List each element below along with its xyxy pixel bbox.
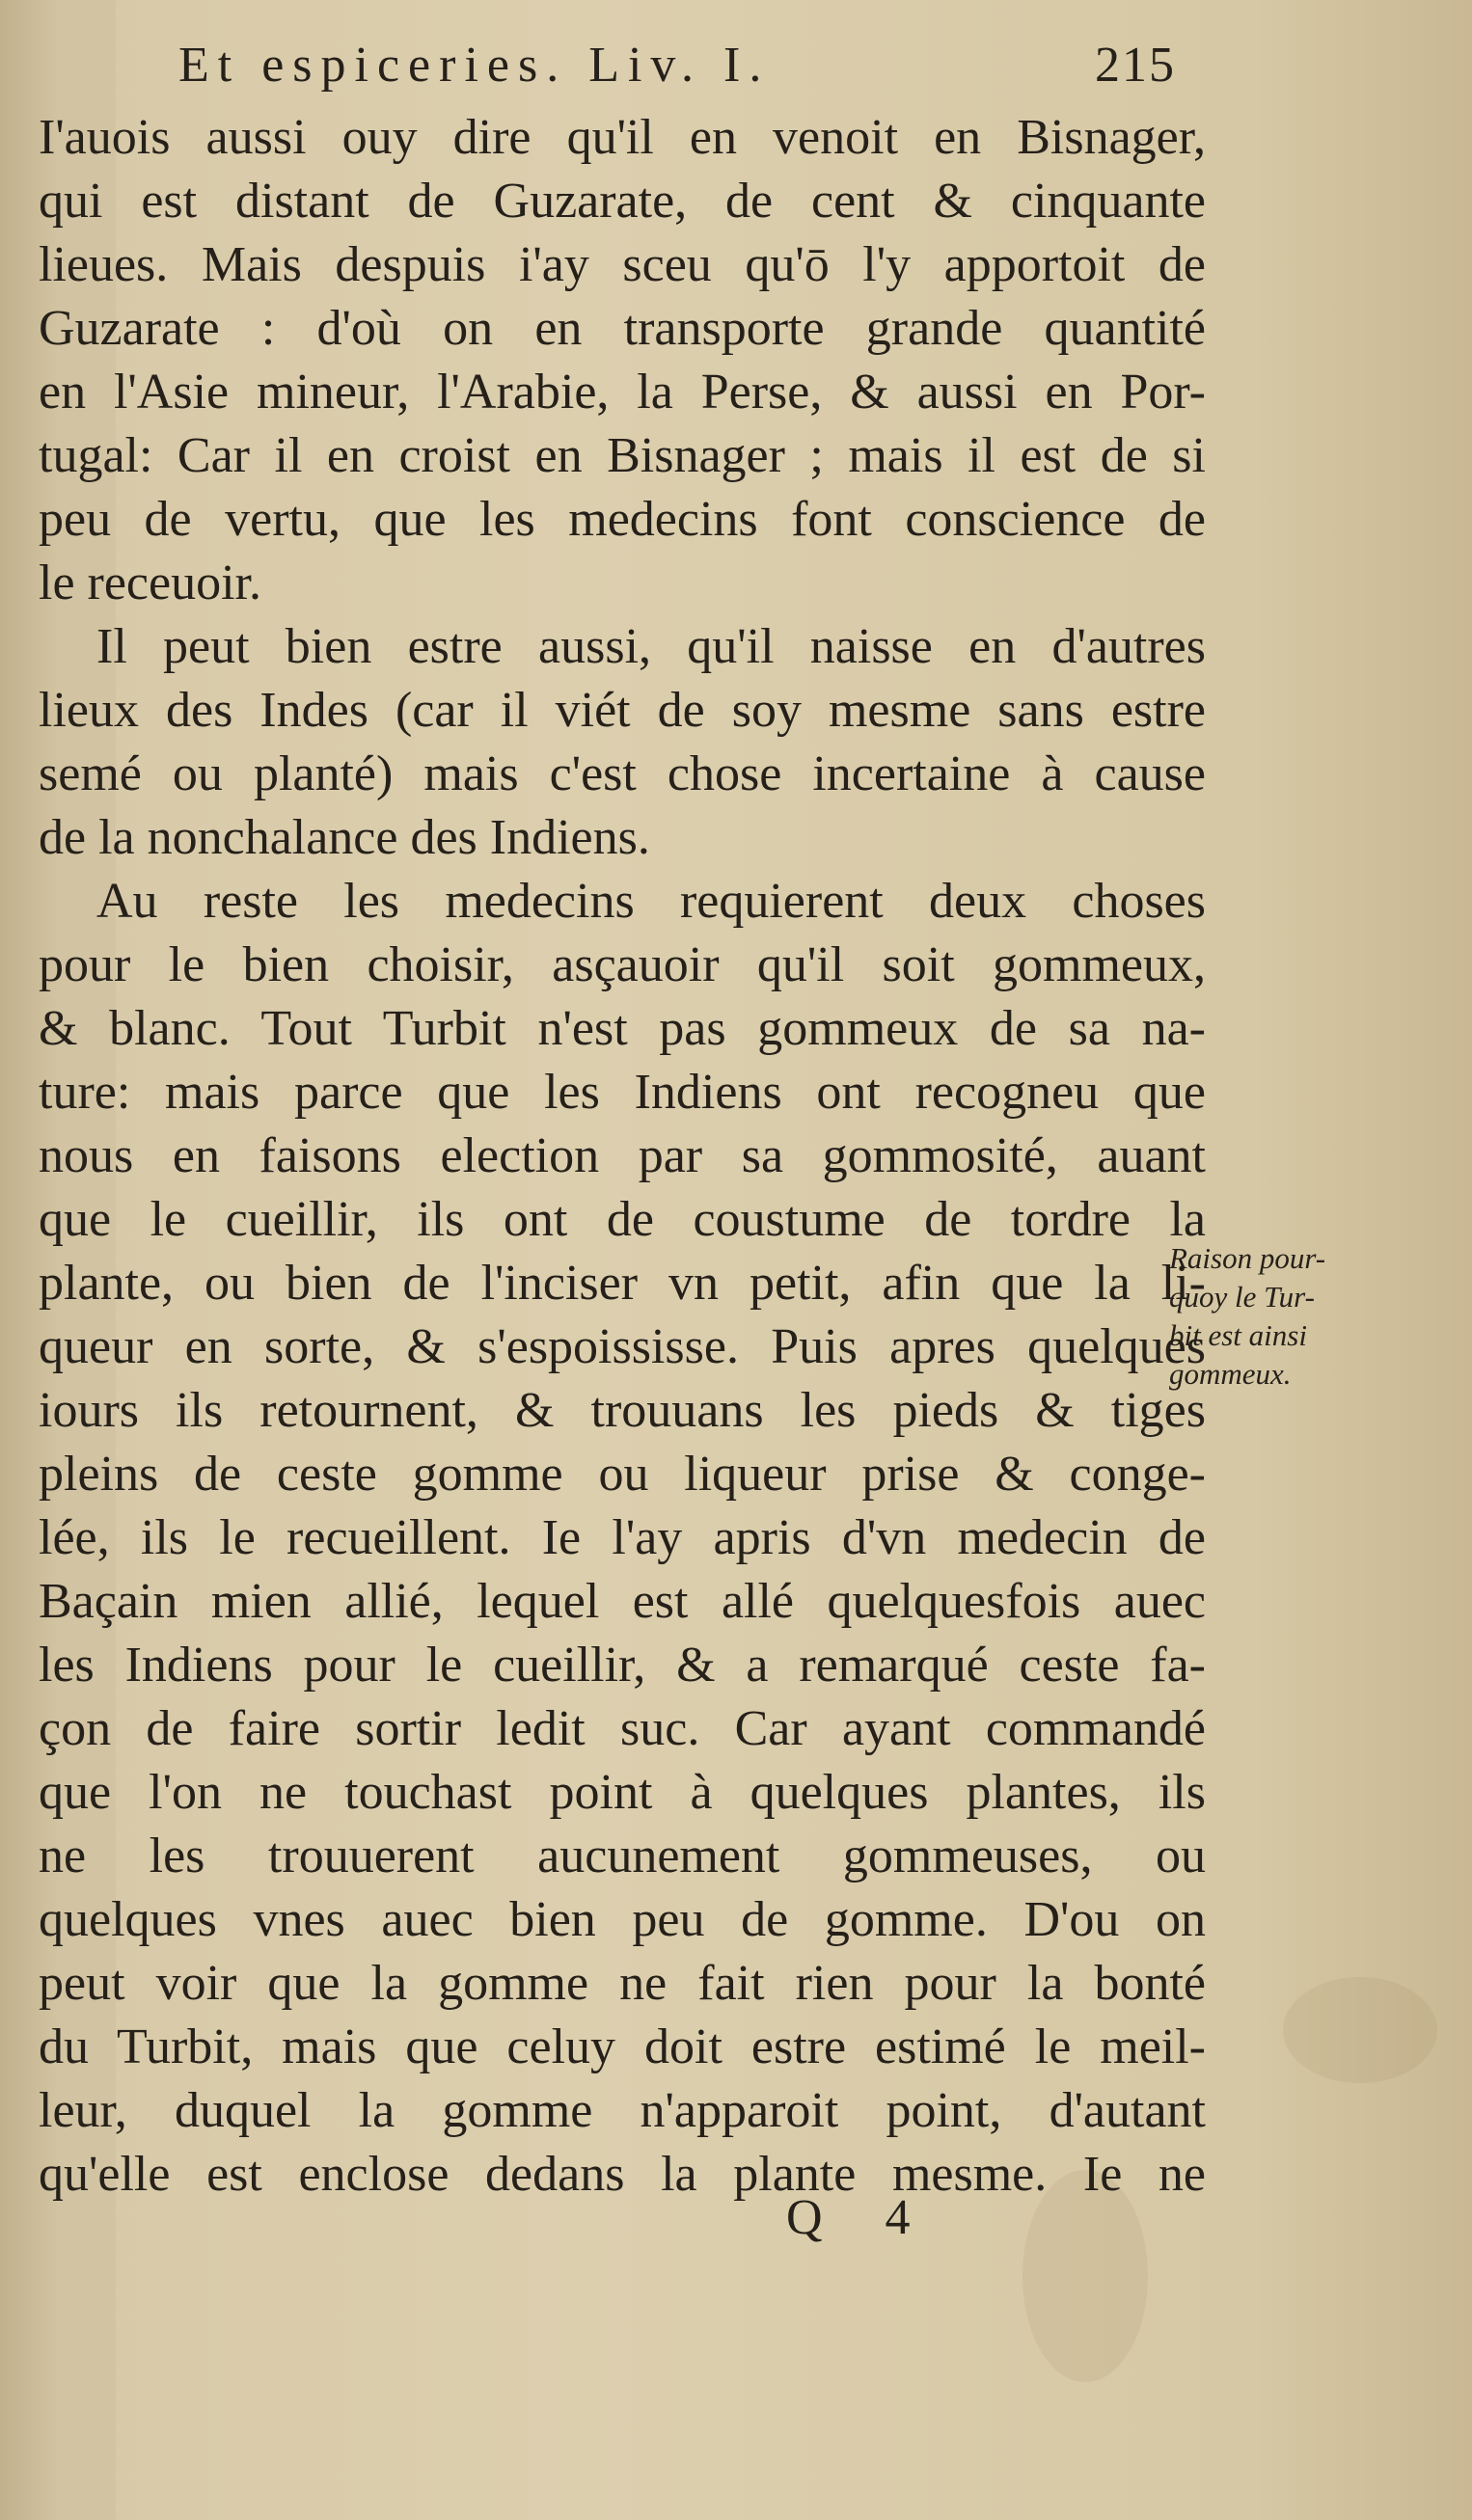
text-line: les Indiens pour le cueillir, & a remarqué ceste fa-: [39, 1638, 1206, 1693]
margin-note-line: Raison pour-: [1169, 1241, 1326, 1275]
margin-note-line: bit est ainsi: [1169, 1318, 1307, 1352]
text-line: ne les trouuerent aucunement gommeuses, ou: [39, 1829, 1206, 1883]
text-line: I'auois aussi ouy dire qu'il en venoit en Bisnager,: [39, 110, 1206, 165]
running-header: [178, 37, 1211, 94]
text-line: çon de faire sortir ledit suc. Car ayant commandé: [39, 1701, 1206, 1756]
text-line: du Turbit, mais que celuy doit estre estimé le meil-: [39, 2019, 1206, 2074]
text-line: tugal: Car il en croist en Bisnager ; mais il est de si: [39, 428, 1206, 483]
text-line: plante, ou bien de l'inciser vn petit, afin que la li-: [39, 1256, 1206, 1311]
text-line: Il peut bien estre aussi, qu'il naisse en d'autres: [96, 619, 1206, 674]
text-line: peut voir que la gomme ne fait rien pour la bonté: [39, 1956, 1206, 2011]
text-line: Guzarate : d'où on en transporte grande quantité: [39, 301, 1206, 356]
margin-note-line: quoy le Tur-: [1169, 1280, 1315, 1314]
text-line: que le cueillir, ils ont de coustume de tordre la: [39, 1192, 1206, 1247]
text-line: de la nonchalance des Indiens.: [39, 810, 650, 865]
text-line: ture: mais parce que les Indiens ont recogneu que: [39, 1065, 1206, 1120]
margin-note: [1169, 1239, 1458, 1394]
text-line: qui est distant de Guzarate, de cent & cinquante: [39, 174, 1206, 229]
text-line: iours ils retournent, & trouuans les pieds & tiges: [39, 1383, 1206, 1438]
text-line: peu de vertu, que les medecins font conscience de: [39, 492, 1206, 547]
text-line: le receuoir.: [39, 555, 261, 610]
text-line: en l'Asie mineur, l'Arabie, la Perse, & aussi en Por-: [39, 365, 1206, 420]
text-line: pour le bien choisir, asçauoir qu'il soit gommeux,: [39, 937, 1206, 992]
running-title: Et espiceries. Liv. I.: [178, 38, 771, 93]
text-line: lieues. Mais despuis i'ay sceu qu'ō l'y apportoit de: [39, 237, 1206, 292]
margin-note-line: gommeux.: [1169, 1357, 1292, 1391]
text-line: semé ou planté) mais c'est chose incertaine à cause: [39, 746, 1206, 801]
paper-stain: [1283, 1977, 1437, 2083]
text-line: leur, duquel la gomme n'apparoit point, d'autant: [39, 2083, 1206, 2138]
body-text: [39, 106, 1206, 2207]
text-line: Baçain mien allié, lequel est allé quelquesfois auec: [39, 1574, 1206, 1629]
text-line: que l'on ne touchast point à quelques plantes, ils: [39, 1765, 1206, 1820]
folio-number: 215: [1095, 38, 1176, 93]
text-line: lée, ils le recueillent. Ie l'ay apris d'vn medecin de: [39, 1510, 1206, 1565]
text-line: lieux des Indes (car il viét de soy mesme sans estre: [39, 683, 1206, 738]
signature-mark: Q 4: [786, 2190, 936, 2245]
text-line: Au reste les medecins requierent deux choses: [96, 874, 1206, 929]
text-line: pleins de ceste gomme ou liqueur prise & conge-: [39, 1447, 1206, 1502]
text-line: & blanc. Tout Turbit n'est pas gommeux de sa na-: [39, 1001, 1206, 1056]
text-line: quelques vnes auec bien peu de gomme. D'ou on: [39, 1892, 1206, 1947]
text-line: queur en sorte, & s'espoississe. Puis apres quelques: [39, 1319, 1206, 1374]
text-line: qu'elle est enclose dedans la plante mesme. Ie ne: [39, 2147, 1206, 2202]
text-line: nous en faisons election par sa gommosité, auant: [39, 1128, 1206, 1183]
